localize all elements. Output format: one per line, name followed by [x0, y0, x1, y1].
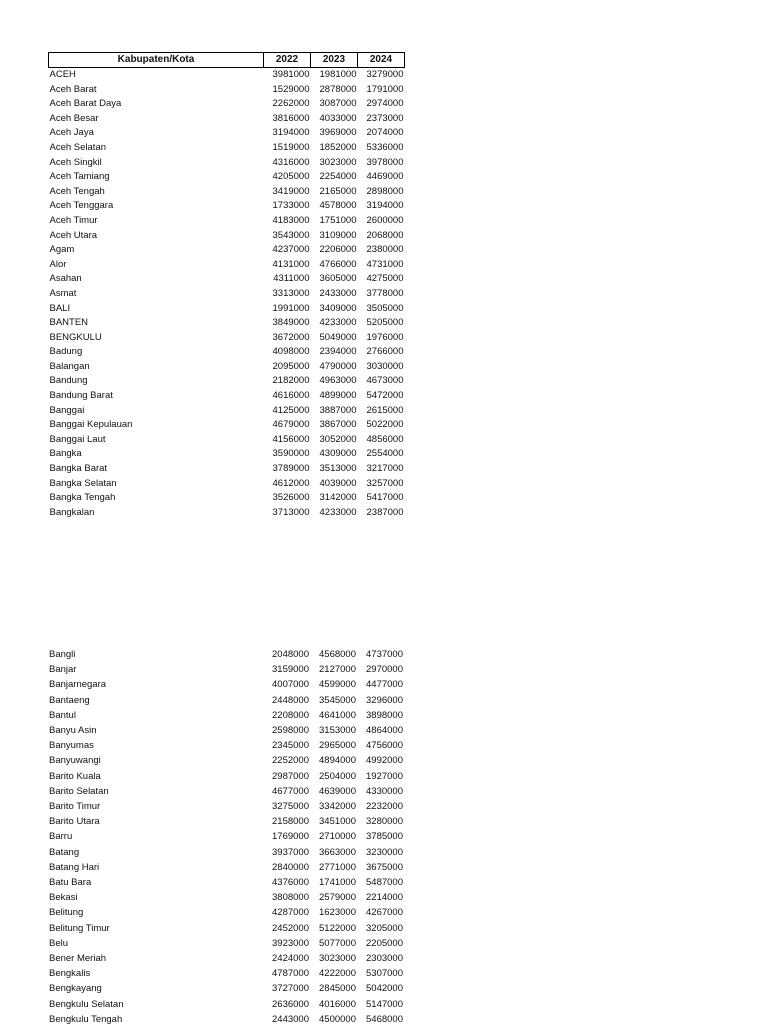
cell-2024: 2214000 [366, 892, 403, 904]
cell-2023: 4233000 [319, 506, 357, 518]
cell-2023: 2965000 [319, 740, 356, 752]
cell-kabupaten-kota: Aceh Besar [49, 112, 99, 124]
cell-2022: 1769000 [272, 831, 309, 843]
cell-2024: 2373000 [366, 112, 404, 124]
table-row [48, 966, 404, 981]
table-row [49, 83, 405, 98]
cell-2022: 2048000 [272, 649, 309, 660]
cell-2022: 4677000 [272, 785, 309, 797]
table-row [49, 477, 405, 492]
cell-2023: 4790000 [319, 360, 357, 372]
cell-kabupaten-kota: BALI [49, 302, 71, 314]
cell-2024: 4737000 [366, 649, 403, 660]
cell-kabupaten-kota: Bengkalis [49, 968, 91, 980]
cell-2022: 2158000 [272, 816, 309, 828]
cell-kabupaten-kota: Bandung [49, 375, 88, 387]
cell-2022: 3419000 [272, 185, 310, 197]
table-row [48, 936, 404, 951]
cell-kabupaten-kota: Bandung Barat [49, 390, 113, 402]
cell-2024: 4477000 [366, 679, 403, 691]
cell-kabupaten-kota: Bengkulu Selatan [49, 998, 124, 1010]
cell-2022: 3672000 [272, 331, 310, 343]
table-row [49, 491, 405, 506]
table-row [49, 243, 405, 258]
cell-2023: 3109000 [319, 229, 357, 241]
cell-2023: 3513000 [319, 463, 357, 475]
table-row [49, 112, 405, 127]
table-row [48, 708, 404, 723]
cell-2023: 5077000 [319, 937, 356, 949]
table-row [48, 769, 404, 784]
cell-kabupaten-kota: Bener Meriah [49, 953, 107, 965]
cell-kabupaten-kota: Bantaeng [49, 694, 90, 706]
cell-kabupaten-kota: Banggai [49, 404, 85, 416]
table-row [49, 389, 405, 404]
table-row [48, 662, 404, 677]
cell-2023: 3409000 [319, 302, 357, 314]
cell-2022: 4287000 [272, 907, 309, 919]
cell-kabupaten-kota: Barito Kuala [49, 770, 101, 782]
data-table-page-1 [48, 52, 405, 520]
header-2024: 2024 [358, 53, 405, 68]
cell-2022: 2443000 [272, 1013, 309, 1025]
cell-2023: 2504000 [319, 770, 356, 782]
cell-2022: 3275000 [272, 801, 309, 813]
table-row [48, 890, 404, 905]
table-row [48, 921, 404, 936]
cell-2024: 3978000 [366, 156, 404, 168]
cell-2024: 3505000 [366, 302, 404, 314]
cell-kabupaten-kota: BENGKULU [49, 331, 102, 343]
cell-2024: 5487000 [366, 877, 403, 889]
data-table-page-2 [48, 647, 404, 1027]
table-row [49, 345, 405, 360]
cell-2022: 4007000 [272, 679, 309, 691]
cell-2022: 2182000 [272, 375, 310, 387]
cell-kabupaten-kota: Bangka [49, 448, 82, 460]
cell-2022: 1991000 [272, 302, 310, 314]
cell-kabupaten-kota: Asahan [49, 273, 82, 285]
cell-2023: 3969000 [319, 127, 357, 139]
table-row [48, 753, 404, 768]
cell-2023: 3342000 [319, 801, 356, 813]
cell-2023: 4899000 [319, 390, 357, 402]
cell-2024: 4856000 [366, 433, 404, 445]
table-row [49, 68, 405, 83]
cell-2024: 2766000 [366, 346, 404, 358]
table-row [48, 677, 404, 692]
cell-kabupaten-kota: Balangan [49, 360, 90, 372]
table-row [49, 462, 405, 477]
cell-kabupaten-kota: Aceh Tengah [49, 185, 105, 197]
cell-2022: 2345000 [272, 740, 309, 752]
cell-kabupaten-kota: Banjar [49, 664, 77, 676]
table-row [49, 229, 405, 244]
cell-2024: 2387000 [366, 506, 404, 518]
cell-2023: 4641000 [319, 709, 356, 721]
cell-2022: 3159000 [272, 664, 309, 676]
cell-kabupaten-kota: Aceh Tenggara [49, 200, 114, 212]
table-row [49, 331, 405, 346]
cell-2022: 4316000 [272, 156, 310, 168]
table-row [48, 875, 404, 890]
cell-2022: 4098000 [272, 346, 310, 358]
cell-2023: 4222000 [319, 968, 356, 980]
table-row [48, 784, 404, 799]
cell-2022: 4205000 [272, 171, 310, 183]
cell-2022: 4311000 [273, 273, 310, 285]
cell-2022: 3526000 [272, 492, 310, 504]
cell-2024: 4330000 [366, 785, 403, 797]
cell-2023: 2254000 [319, 171, 357, 183]
cell-2024: 3785000 [366, 831, 403, 843]
cell-2022: 3923000 [272, 937, 309, 949]
table-row [48, 799, 404, 814]
cell-kabupaten-kota: Barito Utara [49, 816, 100, 828]
cell-2023: 1852000 [319, 141, 357, 153]
cell-2023: 2771000 [319, 861, 356, 873]
cell-2023: 4500000 [319, 1013, 356, 1025]
cell-2023: 1981000 [319, 69, 357, 80]
cell-kabupaten-kota: Banyumas [49, 740, 94, 752]
cell-2023: 3052000 [319, 433, 357, 445]
cell-2024: 2898000 [366, 185, 404, 197]
cell-2022: 3727000 [272, 983, 309, 995]
cell-kabupaten-kota: Aceh Singkil [49, 156, 102, 168]
cell-2023: 3142000 [319, 492, 357, 504]
table-body-page-1 [49, 68, 405, 521]
table-row [49, 433, 405, 448]
cell-2022: 3543000 [272, 229, 310, 241]
cell-kabupaten-kota: Aceh Timur [49, 214, 98, 226]
table-row [48, 1012, 404, 1027]
cell-2024: 5472000 [366, 390, 404, 402]
cell-kabupaten-kota: Belu [49, 937, 69, 949]
table-row [48, 951, 404, 966]
cell-kabupaten-kota: Aceh Selatan [49, 141, 107, 153]
header-2023: 2023 [311, 53, 358, 68]
cell-2022: 3937000 [272, 846, 309, 858]
cell-2023: 2127000 [319, 664, 356, 676]
cell-2023: 4309000 [319, 448, 357, 460]
cell-2022: 2262000 [272, 98, 310, 110]
cell-kabupaten-kota: Aceh Barat Daya [49, 98, 122, 110]
table-row [48, 981, 404, 996]
cell-2023: 3023000 [319, 156, 357, 168]
cell-2024: 3205000 [366, 922, 403, 934]
cell-kabupaten-kota: Bangka Tengah [49, 492, 116, 504]
cell-2024: 3898000 [366, 709, 403, 721]
cell-kabupaten-kota: Alor [49, 258, 67, 270]
cell-2023: 4599000 [319, 679, 356, 691]
cell-2022: 3789000 [272, 463, 310, 475]
table-row [49, 447, 405, 462]
cell-2024: 1927000 [366, 770, 403, 782]
table-row [49, 97, 405, 112]
cell-2024: 3030000 [366, 360, 404, 372]
cell-kabupaten-kota: Aceh Barat [49, 83, 97, 95]
cell-2022: 1519000 [272, 141, 310, 153]
cell-2023: 3867000 [319, 419, 357, 431]
cell-2022: 4376000 [272, 877, 309, 889]
cell-kabupaten-kota: BANTEN [49, 317, 89, 329]
cell-2024: 2232000 [366, 801, 403, 813]
cell-kabupaten-kota: Asmat [49, 287, 77, 299]
cell-2024: 2068000 [366, 229, 404, 241]
cell-2023: 2433000 [319, 287, 357, 299]
table-row [49, 141, 405, 156]
cell-2023: 1623000 [319, 907, 356, 919]
table-row [49, 506, 405, 521]
table-row [48, 905, 404, 920]
header-2022: 2022 [264, 53, 311, 68]
cell-2024: 4731000 [366, 258, 404, 270]
table-row [49, 214, 405, 229]
header-kabupaten-kota: Kabupaten/Kota [49, 53, 264, 68]
cell-2024: 3296000 [366, 694, 403, 706]
table-row [49, 418, 405, 433]
cell-2024: 5417000 [366, 492, 404, 504]
cell-kabupaten-kota: Barito Selatan [49, 785, 109, 797]
cell-2023: 3451000 [319, 816, 356, 828]
cell-2024: 2380000 [366, 244, 404, 256]
cell-kabupaten-kota: Aceh Utara [49, 229, 98, 241]
cell-2022: 2987000 [272, 770, 309, 782]
cell-kabupaten-kota: Banjarnegara [49, 679, 107, 691]
cell-2023: 3153000 [319, 725, 356, 737]
cell-kabupaten-kota: Batang Hari [49, 861, 100, 873]
cell-2022: 3590000 [272, 448, 310, 460]
cell-2024: 5042000 [366, 983, 403, 995]
cell-2022: 4156000 [272, 433, 310, 445]
cell-2023: 3887000 [319, 404, 357, 416]
cell-kabupaten-kota: Bantul [49, 709, 76, 721]
cell-2022: 2598000 [272, 725, 309, 737]
cell-2023: 2845000 [319, 983, 356, 995]
cell-2023: 3087000 [319, 98, 357, 110]
table-row [48, 845, 404, 860]
cell-2024: 3280000 [366, 816, 403, 828]
cell-2024: 4275000 [366, 273, 404, 285]
cell-2024: 5022000 [366, 419, 404, 431]
cell-2024: 5468000 [366, 1013, 403, 1025]
cell-2024: 3194000 [366, 200, 404, 212]
cell-2023: 4894000 [319, 755, 356, 767]
cell-kabupaten-kota: Bangka Selatan [49, 477, 117, 489]
cell-2024: 2974000 [366, 98, 404, 110]
table-row [48, 829, 404, 844]
table-row [49, 185, 405, 200]
cell-2024: 3230000 [366, 846, 403, 858]
cell-kabupaten-kota: Bangka Barat [49, 463, 108, 475]
cell-kabupaten-kota: Batang [49, 846, 80, 858]
table-row [49, 360, 405, 375]
cell-2022: 2452000 [272, 922, 309, 934]
cell-2022: 3981000 [272, 69, 310, 80]
cell-2024: 3675000 [366, 861, 403, 873]
cell-2022: 3816000 [272, 112, 310, 124]
cell-kabupaten-kota: Bengkulu Tengah [49, 1013, 123, 1025]
table-row [48, 860, 404, 875]
cell-2022: 2424000 [272, 953, 309, 965]
table-row [49, 316, 405, 331]
cell-kabupaten-kota: ACEH [49, 69, 76, 80]
cell-2024: 2554000 [366, 448, 404, 460]
cell-2023: 2878000 [319, 83, 357, 95]
cell-2024: 3217000 [366, 463, 404, 475]
cell-kabupaten-kota: Aceh Tamiang [49, 171, 110, 183]
cell-2024: 2303000 [366, 953, 403, 965]
cell-2022: 2840000 [272, 861, 309, 873]
cell-2024: 4756000 [366, 740, 403, 752]
table-row [49, 258, 405, 273]
header-row [49, 53, 405, 68]
cell-2022: 3808000 [272, 892, 309, 904]
cell-kabupaten-kota: Aceh Jaya [49, 127, 94, 139]
cell-2023: 3023000 [319, 953, 356, 965]
table-row [48, 997, 404, 1012]
cell-2023: 4016000 [319, 998, 356, 1010]
cell-2023: 4766000 [319, 258, 357, 270]
cell-kabupaten-kota: Batu Bara [49, 877, 92, 889]
table-row [49, 126, 405, 141]
table-row [49, 156, 405, 171]
table-row [49, 302, 405, 317]
cell-2024: 4673000 [366, 375, 404, 387]
cell-kabupaten-kota: Banggai Kepulauan [49, 419, 133, 431]
cell-kabupaten-kota: Banyu Asin [49, 725, 97, 737]
cell-2024: 2205000 [366, 937, 403, 949]
cell-2022: 4612000 [272, 477, 310, 489]
cell-2024: 5205000 [366, 317, 404, 329]
cell-2023: 1741000 [319, 877, 356, 889]
cell-2024: 2600000 [366, 214, 404, 226]
cell-kabupaten-kota: Bangkalan [49, 506, 95, 518]
cell-2023: 3605000 [319, 273, 357, 285]
cell-2023: 2165000 [319, 185, 357, 197]
cell-2024: 5336000 [366, 141, 404, 153]
cell-2023: 4639000 [319, 785, 356, 797]
cell-kabupaten-kota: Belitung Timur [49, 922, 110, 934]
cell-2024: 3279000 [366, 69, 404, 80]
cell-kabupaten-kota: Bangli [49, 649, 76, 660]
cell-kabupaten-kota: Belitung [49, 907, 84, 919]
cell-2022: 4616000 [272, 390, 310, 402]
cell-kabupaten-kota: Banggai Laut [49, 433, 106, 445]
cell-2022: 4125000 [272, 404, 310, 416]
table-row [49, 287, 405, 302]
table-row [49, 199, 405, 214]
cell-2023: 1751000 [319, 214, 357, 226]
cell-2023: 2710000 [319, 831, 356, 843]
table-row [49, 170, 405, 185]
cell-2022: 2252000 [272, 755, 309, 767]
cell-2023: 4233000 [319, 317, 357, 329]
cell-2022: 4183000 [272, 214, 310, 226]
cell-2024: 4469000 [366, 171, 404, 183]
table-row [48, 814, 404, 829]
cell-2024: 2615000 [366, 404, 404, 416]
cell-2023: 4033000 [319, 112, 357, 124]
cell-2023: 2394000 [319, 346, 357, 358]
cell-kabupaten-kota: Agam [49, 244, 75, 256]
cell-2024: 5147000 [366, 998, 403, 1010]
cell-kabupaten-kota: Bekasi [49, 892, 78, 904]
cell-2023: 4963000 [319, 375, 357, 387]
cell-2024: 2970000 [366, 664, 403, 676]
cell-2022: 1733000 [272, 200, 310, 212]
cell-2022: 3194000 [272, 127, 310, 139]
cell-2024: 4267000 [366, 907, 403, 919]
cell-2023: 4568000 [319, 649, 356, 660]
cell-kabupaten-kota: Bengkayang [49, 983, 102, 995]
cell-2023: 2206000 [319, 244, 357, 256]
cell-2023: 4578000 [319, 200, 357, 212]
cell-2022: 1529000 [272, 83, 310, 95]
table-row [49, 404, 405, 419]
cell-2023: 3545000 [319, 694, 356, 706]
cell-2024: 3257000 [366, 477, 404, 489]
cell-2024: 1791000 [366, 83, 404, 95]
table-row [48, 738, 404, 753]
cell-2024: 4992000 [366, 755, 403, 767]
table-body-page-2 [48, 647, 404, 1027]
cell-2022: 4679000 [272, 419, 310, 431]
cell-2023: 5049000 [319, 331, 357, 343]
cell-2024: 2074000 [366, 127, 404, 139]
cell-2022: 2636000 [272, 998, 309, 1010]
cell-kabupaten-kota: Badung [49, 346, 83, 358]
cell-2022: 3313000 [272, 287, 310, 299]
cell-2023: 3663000 [319, 846, 356, 858]
cell-2024: 4864000 [366, 725, 403, 737]
table-row [48, 723, 404, 738]
cell-2022: 4131000 [272, 258, 310, 270]
cell-2022: 2448000 [272, 694, 309, 706]
cell-kabupaten-kota: Banyuwangi [49, 755, 101, 767]
cell-2024: 5307000 [366, 968, 403, 980]
cell-2023: 2579000 [319, 892, 356, 904]
table-row [48, 693, 404, 708]
cell-2024: 3778000 [366, 287, 404, 299]
cell-2024: 1976000 [366, 331, 404, 343]
table-row [49, 272, 405, 287]
cell-2023: 4039000 [319, 477, 357, 489]
cell-2022: 2208000 [272, 709, 309, 721]
cell-2022: 4787000 [272, 968, 309, 980]
cell-2022: 3713000 [272, 506, 310, 518]
table-row [49, 374, 405, 389]
cell-2022: 3849000 [272, 317, 310, 329]
cell-kabupaten-kota: Barito Timur [49, 801, 101, 813]
cell-2022: 4237000 [272, 244, 310, 256]
cell-kabupaten-kota: Barru [49, 831, 73, 843]
cell-2023: 5122000 [319, 922, 356, 934]
table-row [48, 647, 404, 662]
cell-2022: 2095000 [272, 360, 310, 372]
